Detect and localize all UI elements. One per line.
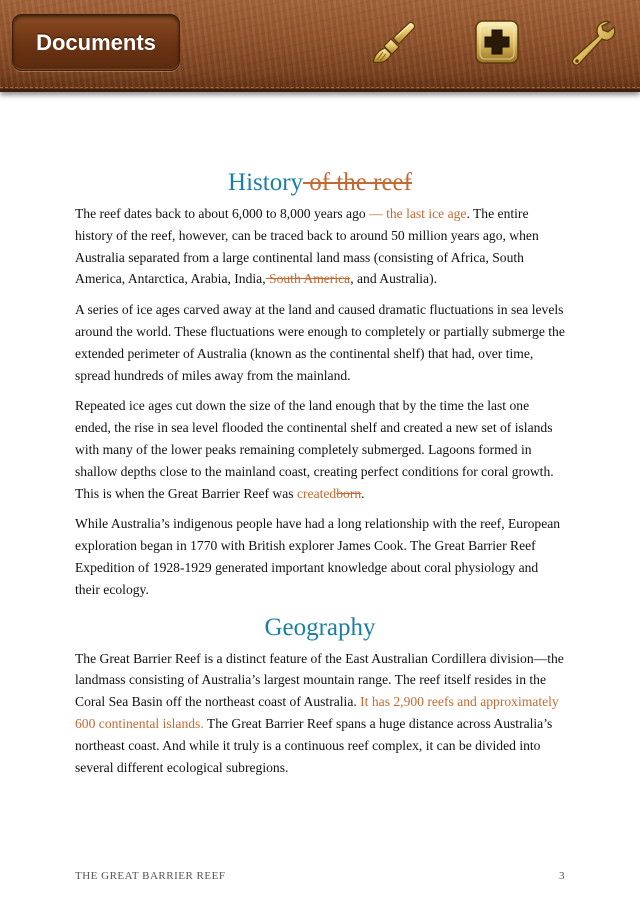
paragraph-text: Repeated ice ages cut down the size of the land enough that by the time the last one ended, the rise in sea level flooded the continental shelf and created a new set of islands with many of the lower peaks remaining completely submerged. Lagoons formed in shallow depths close to the mainland coast, creating perfect conditions for coral growth. This is when the Great Barrier Reef was: [75, 398, 554, 501]
page-number: 3: [559, 870, 565, 882]
documents-button[interactable]: Documents: [12, 14, 180, 71]
paragraph: While Australia’s indigenous people have had a long relationship with the reef, European exploration began in 1770 with British explorer James Cook. The Great Barrier Reef Expedition of 1928-1929 generated important knowledge about coral physiology and their ecology.: [75, 516, 561, 597]
paragraph-text: .: [361, 485, 365, 501]
paragraph-text: The reef dates back to about 6,000 to 8,000 years ago: [75, 206, 366, 221]
deleted-text: South America: [265, 271, 351, 287]
paintbrush-icon[interactable]: [369, 18, 419, 68]
paragraph-text: The Great Barrier Reef is a distinct feature of the East Australian Cordillera division—the landmass consisting of Australia’s largest mountain range. The reef itself resides in the Coral Sea Basin off the northeast coast of Australia.: [75, 650, 564, 710]
paragraph-text: The Great Barrier Reef spans a huge distance across Australia’s northeast coast. And while it truly is a continuous reef complex, it can be divided into several different ecological subregions.: [75, 715, 553, 775]
section-heading-history: [75, 165, 565, 201]
wrench-icon[interactable]: [568, 18, 618, 68]
paragraph-text: , and Australia).: [350, 271, 438, 287]
paragraph-text: . The entire history of the reef, however, can be traced back to around 50 million years ago, when Australia separated from a large continental land mass (consisting of Africa, South America, Antarctica, Arabia, India,: [75, 206, 539, 287]
toolbar: [0, 0, 640, 92]
inserted-text: It has 2,900 reefs and approximately 600 continental islands.: [75, 694, 559, 731]
footer-title: THE GREAT BARRIER REEF: [75, 870, 226, 882]
document-page[interactable]: [75, 165, 565, 787]
paragraph: [75, 648, 565, 779]
add-document-button[interactable]: [474, 19, 520, 65]
deleted-heading-text: of the reef: [303, 169, 412, 196]
paragraph: A series of ice ages carved away at the land and caused dramatic fluctuations in sea levels around the world. These fluctuations were enough to completely or partially submerge the extended perimeter of Australia (known as the continental shelf) that had, over time, spread hundreds of miles away from the mainland.: [75, 302, 565, 383]
page-footer: [75, 870, 565, 882]
inserted-text: — the last ice age: [365, 206, 467, 221]
section-heading-geography: Geography: [264, 613, 376, 641]
paragraph: [75, 395, 565, 504]
paragraph: [75, 203, 565, 290]
heading-text: History: [228, 169, 304, 196]
deleted-text: born: [336, 485, 362, 501]
inserted-text: created: [296, 485, 337, 501]
